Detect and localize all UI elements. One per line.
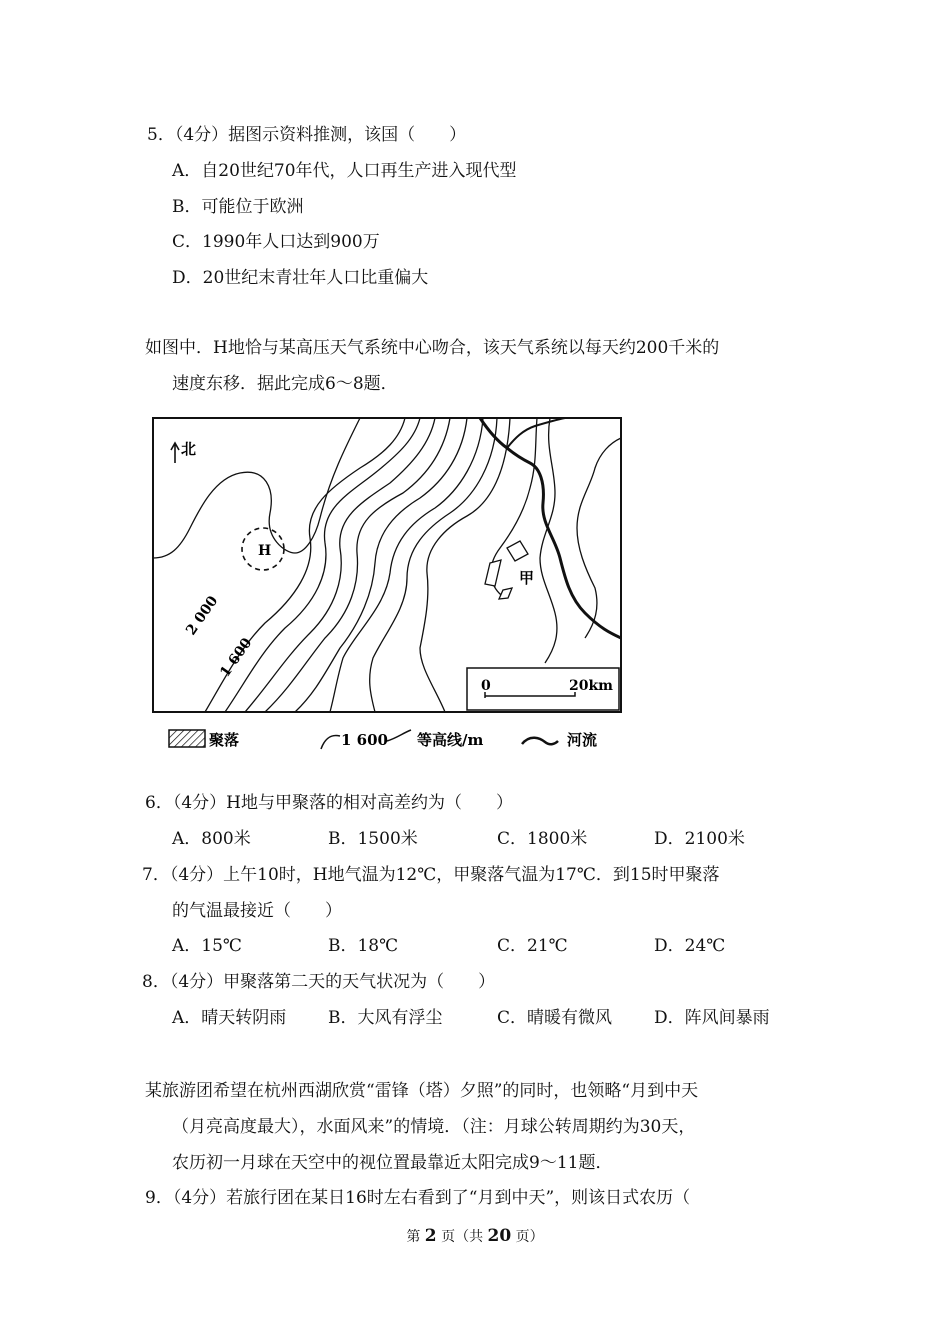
q5-option-a: A．自20世纪70年代，人口再生产进入现代型	[172, 161, 517, 181]
q7-option-c: C．21℃	[497, 936, 568, 956]
q9-stem: 9．（4分）若旅行团在某日16时左右看到了“月到中天”，则该日式农历（	[145, 1188, 691, 1208]
q8-option-d: D．阵风间暴雨	[654, 1008, 770, 1028]
page-footer	[0, 1226, 950, 1246]
q6-option-b: B．1500米	[328, 829, 418, 849]
river-main	[480, 418, 621, 638]
legend-contour-symbol-left	[321, 736, 340, 749]
q7-option-b: B．18℃	[328, 936, 399, 956]
q8-options	[172, 1007, 792, 1029]
intro-9-11-line3: 农历初一月球在天空中的视位置最靠近太阳完成9～11题．	[172, 1153, 613, 1173]
q5-option-c: C．1990年人口达到900万	[172, 232, 380, 252]
scale-end: 20km	[569, 678, 613, 694]
intro-9-11-line1: 某旅游团希望在杭州西湖欣赏“雷锋（塔）夕照”的同时，也领略“月到中天	[145, 1081, 699, 1101]
q6-option-c: C．1800米	[497, 829, 588, 849]
legend-contour-symbol-right	[387, 730, 411, 741]
q8-stem: 8．（4分）甲聚落第二天的天气状况为（ ）	[142, 972, 496, 992]
legend-settlement-swatch	[169, 730, 205, 747]
intro-6-8-line2: 速度东移．据此完成6～8题．	[172, 374, 398, 394]
q5-option-d: D．20世纪末青壮年人口比重偏大	[172, 268, 429, 288]
q8-option-b: B．大风有浮尘	[328, 1008, 443, 1028]
q6-stem: 6．（4分）H地与甲聚落的相对高差约为（ ）	[145, 793, 513, 813]
scale-start: 0	[481, 678, 491, 694]
q7-option-a: A．15℃	[172, 936, 242, 956]
contour-map-figure	[145, 408, 625, 753]
legend-contour-label: 等高线/m	[417, 731, 484, 749]
h-label: H	[258, 543, 272, 559]
footer-suffix: 页）	[515, 1229, 544, 1245]
q6-option-d: D．2100米	[654, 829, 745, 849]
q6-option-a: A．800米	[172, 829, 251, 849]
q8-option-a: A．晴天转阴雨	[172, 1008, 287, 1028]
q7-options	[172, 935, 792, 957]
intro-6-8-line1: 如图中．H地恰与某高压天气系统中心吻合，该天气系统以每天约200千米的	[145, 338, 720, 358]
q6-options	[172, 828, 792, 850]
footer-page-number: 2	[424, 1226, 437, 1246]
q8-option-c: C．晴暖有微风	[497, 1008, 613, 1028]
q5-option-b: B．可能位于欧洲	[172, 197, 304, 217]
legend-settlement-label: 聚落	[209, 731, 240, 749]
north-arrow-icon	[171, 443, 179, 463]
legend-river-symbol	[522, 738, 558, 745]
q7-option-d: D．24℃	[654, 936, 726, 956]
north-label: 北	[181, 440, 197, 458]
footer-prefix: 第	[406, 1229, 421, 1245]
legend-contour-value: 1 600	[341, 731, 388, 749]
settlement-label: 甲	[519, 569, 535, 587]
q7-stem-line2: 的气温最接近（ ）	[172, 901, 342, 921]
contour-label-2000: 2 000	[183, 593, 222, 639]
intro-9-11-line2: （月亮高度最大），水面风来”的情境．（注：月球公转周期约为30天，	[172, 1117, 696, 1137]
contour-label-1600: 1 600	[217, 635, 256, 681]
q7-stem-line1: 7．（4分）上午10时，H地气温为12℃，甲聚落气温为17℃．到15时甲聚落	[142, 865, 720, 885]
footer-middle: 页（共	[441, 1229, 484, 1245]
footer-total-pages: 20	[487, 1226, 512, 1246]
legend-river-label: 河流	[567, 731, 598, 749]
q5-stem: 5．（4分）据图示资料推测，该国（ ）	[147, 125, 467, 145]
